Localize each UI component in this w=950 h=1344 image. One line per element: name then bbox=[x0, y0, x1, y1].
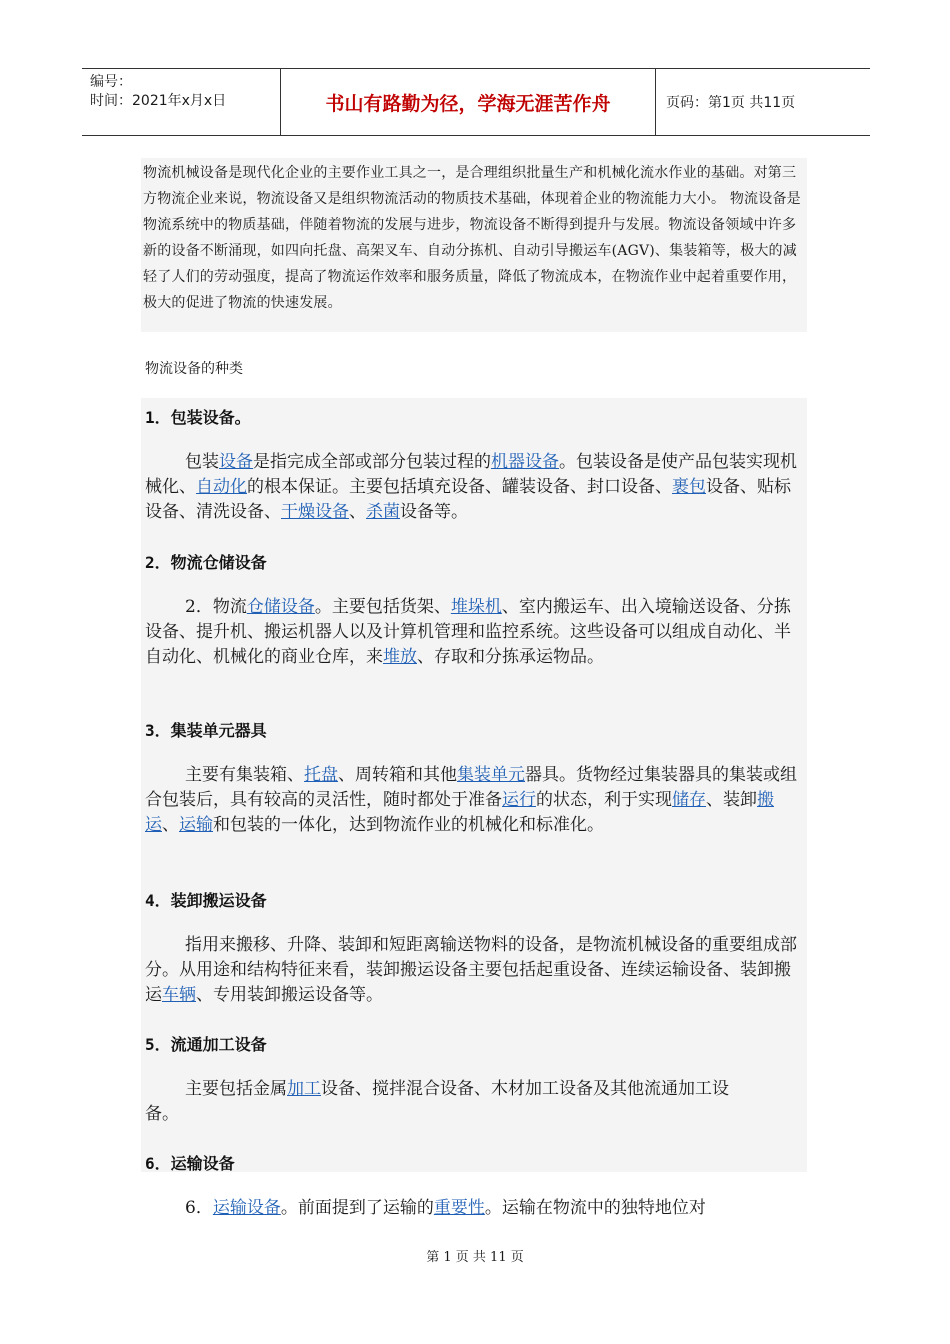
term-link[interactable]: 干燥设备 bbox=[281, 502, 349, 522]
body-text: 包装 bbox=[185, 452, 219, 472]
body-text: 、专用装卸搬运设备等。 bbox=[196, 985, 383, 1005]
term-link[interactable]: 车辆 bbox=[162, 985, 196, 1005]
body-text: 、周转箱和其他 bbox=[338, 765, 457, 785]
body-text: 。运输在物流中的独特地位对 bbox=[484, 1198, 706, 1218]
body-text: 器具。货物经过集装器具的集装或组合包装后，具有较高的灵活性，随时都处于准备 bbox=[145, 765, 797, 810]
term-link[interactable]: 托盘 bbox=[304, 765, 338, 785]
section-heading-transport: 6．运输设备 bbox=[145, 1154, 235, 1173]
code-label: 编号： bbox=[90, 74, 132, 90]
body-text: 、 bbox=[162, 815, 179, 835]
header-page-number: 页码：第1页 共11页 bbox=[666, 95, 796, 111]
body-text: 、室内搬运车、出入境输送设备、分拣设备、提升机、搬运机器人以及计算机管理和监控系统。这些设备可以组成自动化、半自动化、机械化的商业仓库，来 bbox=[145, 597, 791, 667]
term-link[interactable]: 自动化 bbox=[196, 477, 247, 497]
term-link[interactable]: 运输设备 bbox=[212, 1198, 281, 1218]
body-text: 、 bbox=[349, 502, 366, 522]
term-link[interactable]: 运行 bbox=[502, 790, 536, 810]
intro-paragraph: 物流机械设备是现代化企业的主要作业工具之一，是合理组织批量生产和机械化流水作业的基础。对第三方物流企业来说，物流设备又是组织物流活动的物质技术基础，体现着企业的物流能力大小。 物流设备是物流系统中的物质基础，伴随着物流的发展与进步，物流设备不断得到提升与发展。物流设备领域中许多新的设备不断涌现，如四向托盘、高架叉车、自动分拣机、自动引导搬运车(AGV)、集装箱等，极大的减轻了人们的劳动强度，提高了物流运作效率和服务质量，降低了物流成本，在物流作业中起着重要作用，极大的促进了物流的快速发展。 bbox=[143, 165, 801, 311]
term-link[interactable]: 加工 bbox=[287, 1079, 321, 1099]
term-link[interactable]: 杀菌 bbox=[366, 502, 400, 522]
section-body-storage bbox=[145, 595, 805, 670]
term-link[interactable]: 运输 bbox=[179, 815, 213, 835]
body-text: 、装卸 bbox=[706, 790, 757, 810]
term-link[interactable]: 堆垛机 bbox=[450, 597, 502, 617]
section-body-unit-load bbox=[145, 763, 805, 838]
body-text: 6． bbox=[185, 1198, 213, 1218]
term-link[interactable]: 重要性 bbox=[433, 1198, 485, 1218]
section-heading-handling: 4．装卸搬运设备 bbox=[145, 891, 267, 910]
body-text: 。前面提到了运输的 bbox=[280, 1198, 434, 1218]
types-label: 物流设备的种类 bbox=[145, 361, 243, 377]
page-footer: 第 1 页 共 11 页 bbox=[426, 1250, 524, 1265]
term-link[interactable]: 设备 bbox=[219, 452, 253, 472]
section-heading-packaging: 1．包装设备。 bbox=[145, 408, 251, 427]
time-label: 时间：2021年x月x日 bbox=[90, 93, 227, 109]
body-text: 设备等。 bbox=[400, 502, 468, 522]
body-text: 、存取和分拣承运物品。 bbox=[417, 647, 604, 667]
header-motto: 书山有路勤为径，学海无涯苦作舟 bbox=[281, 69, 656, 135]
body-text: 的根本保证。主要包括填充设备、罐装设备、封口设备、 bbox=[247, 477, 672, 497]
body-text: 是指完成全部或部分包装过程的 bbox=[253, 452, 491, 472]
body-text: 指用来搬移、升降、装卸和短距离输送物料的设备，是物流机械设备的重要组成部分。从用途和结构特征来看，装卸搬运设备主要包括起重设备、连续运输设备、装卸搬运 bbox=[145, 935, 797, 1005]
section-body-packaging bbox=[145, 450, 805, 525]
body-text: 设备、搅拌混合设备、木材加工设备及其他流通加工设备。 bbox=[145, 1079, 729, 1124]
section-body-handling bbox=[145, 933, 805, 1008]
body-text: 。包装设备是使产品包装实现机械化、 bbox=[145, 452, 797, 497]
term-link[interactable]: 仓储设备 bbox=[246, 597, 315, 617]
page-header bbox=[82, 68, 870, 136]
body-text: 和包装的一体化，达到物流作业的机械化和标准化。 bbox=[213, 815, 604, 835]
term-link[interactable]: 搬运 bbox=[145, 790, 774, 835]
body-text: 主要包括金属 bbox=[185, 1079, 287, 1099]
term-link[interactable]: 机器设备 bbox=[491, 452, 559, 472]
term-link[interactable]: 集装单元 bbox=[457, 765, 525, 785]
term-link[interactable]: 储存 bbox=[672, 790, 706, 810]
body-text: 2．物流 bbox=[185, 597, 247, 617]
term-link[interactable]: 堆放 bbox=[383, 647, 417, 667]
section-body-transport bbox=[145, 1196, 805, 1221]
term-link[interactable]: 裹包 bbox=[672, 477, 706, 497]
body-text: 设备、贴标设备、清洗设备、 bbox=[145, 477, 791, 522]
body-text: 。主要包括货架、 bbox=[314, 597, 451, 617]
section-body-processing bbox=[145, 1077, 745, 1127]
header-meta bbox=[82, 69, 281, 135]
section-heading-unit-load: 3．集装单元器具 bbox=[145, 721, 267, 740]
body-text: 主要有集装箱、 bbox=[185, 765, 304, 785]
section-heading-storage: 2．物流仓储设备 bbox=[145, 553, 267, 572]
body-text: 的状态，利于实现 bbox=[536, 790, 672, 810]
section-heading-processing: 5．流通加工设备 bbox=[145, 1035, 267, 1054]
